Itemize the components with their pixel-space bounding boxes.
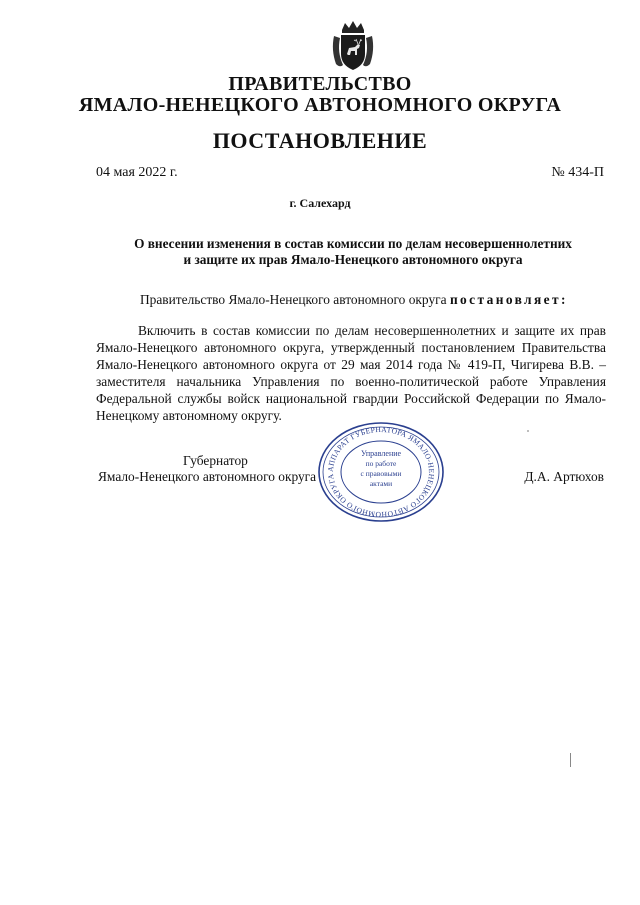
document-city: г. Салехард	[289, 196, 351, 210]
signer-name: Д.А. Артюхов	[524, 469, 604, 484]
scan-speck	[527, 430, 529, 432]
body-text: Включить в состав комиссии по делам несовершеннолетних и защите их прав Ямало-Ненецкого автономного округа, утвержденный постановлением Правительства Ямало-Ненецкого автономного округа от 29 мая 2014 года № 419-П, Чигирева В.В. – заместителя начальника Управления по военно-политической работе Управления Федеральной службы войск национальной гвардии Российской Федерации по Ямало-Ненецкому автономному округу.	[96, 323, 606, 423]
resolution-phrase	[140, 292, 568, 308]
subject-line-2: и защите их прав Ямало-Ненецкого автономного округа	[183, 252, 523, 267]
stamp-center-line-3: с правовыми	[360, 469, 402, 478]
body-paragraph	[96, 322, 606, 424]
stamp-center-line-4: актами	[369, 479, 393, 488]
signer-title-2: Ямало-Ненецкого автономного округа	[98, 469, 317, 484]
document-date: 04 мая 2022 г.	[96, 165, 178, 180]
document-type: ПОСТАНОВЛЕНИЕ	[212, 128, 428, 153]
coat-of-arms-icon	[330, 20, 376, 72]
document-number: № 434-П	[551, 165, 604, 180]
signer-title-1: Губернатор	[183, 453, 248, 468]
margin-mark	[570, 753, 571, 767]
resolution-prefix: Правительство Ямало-Ненецкого автономного округа	[140, 292, 447, 307]
stamp-center-line-2: по работе	[365, 459, 397, 468]
resolution-verb: постановляет:	[449, 292, 568, 307]
stamp-center-line-1: Управление	[360, 449, 402, 458]
region-title: ЯМАЛО-НЕНЕЦКОГО АВТОНОМНОГО ОКРУГА	[78, 94, 562, 116]
official-stamp	[315, 420, 447, 524]
stamp-ring-text: АППАРАТ ГУБЕРНАТОРА ЯМАЛО-НЕНЕЦКОГО АВТОНОМНОГО ОКРУГА	[325, 424, 437, 520]
subject-line-1: О внесении изменения в состав комиссии по делам несовершеннолетних	[134, 236, 572, 251]
government-title: ПРАВИТЕЛЬСТВО	[228, 73, 412, 95]
